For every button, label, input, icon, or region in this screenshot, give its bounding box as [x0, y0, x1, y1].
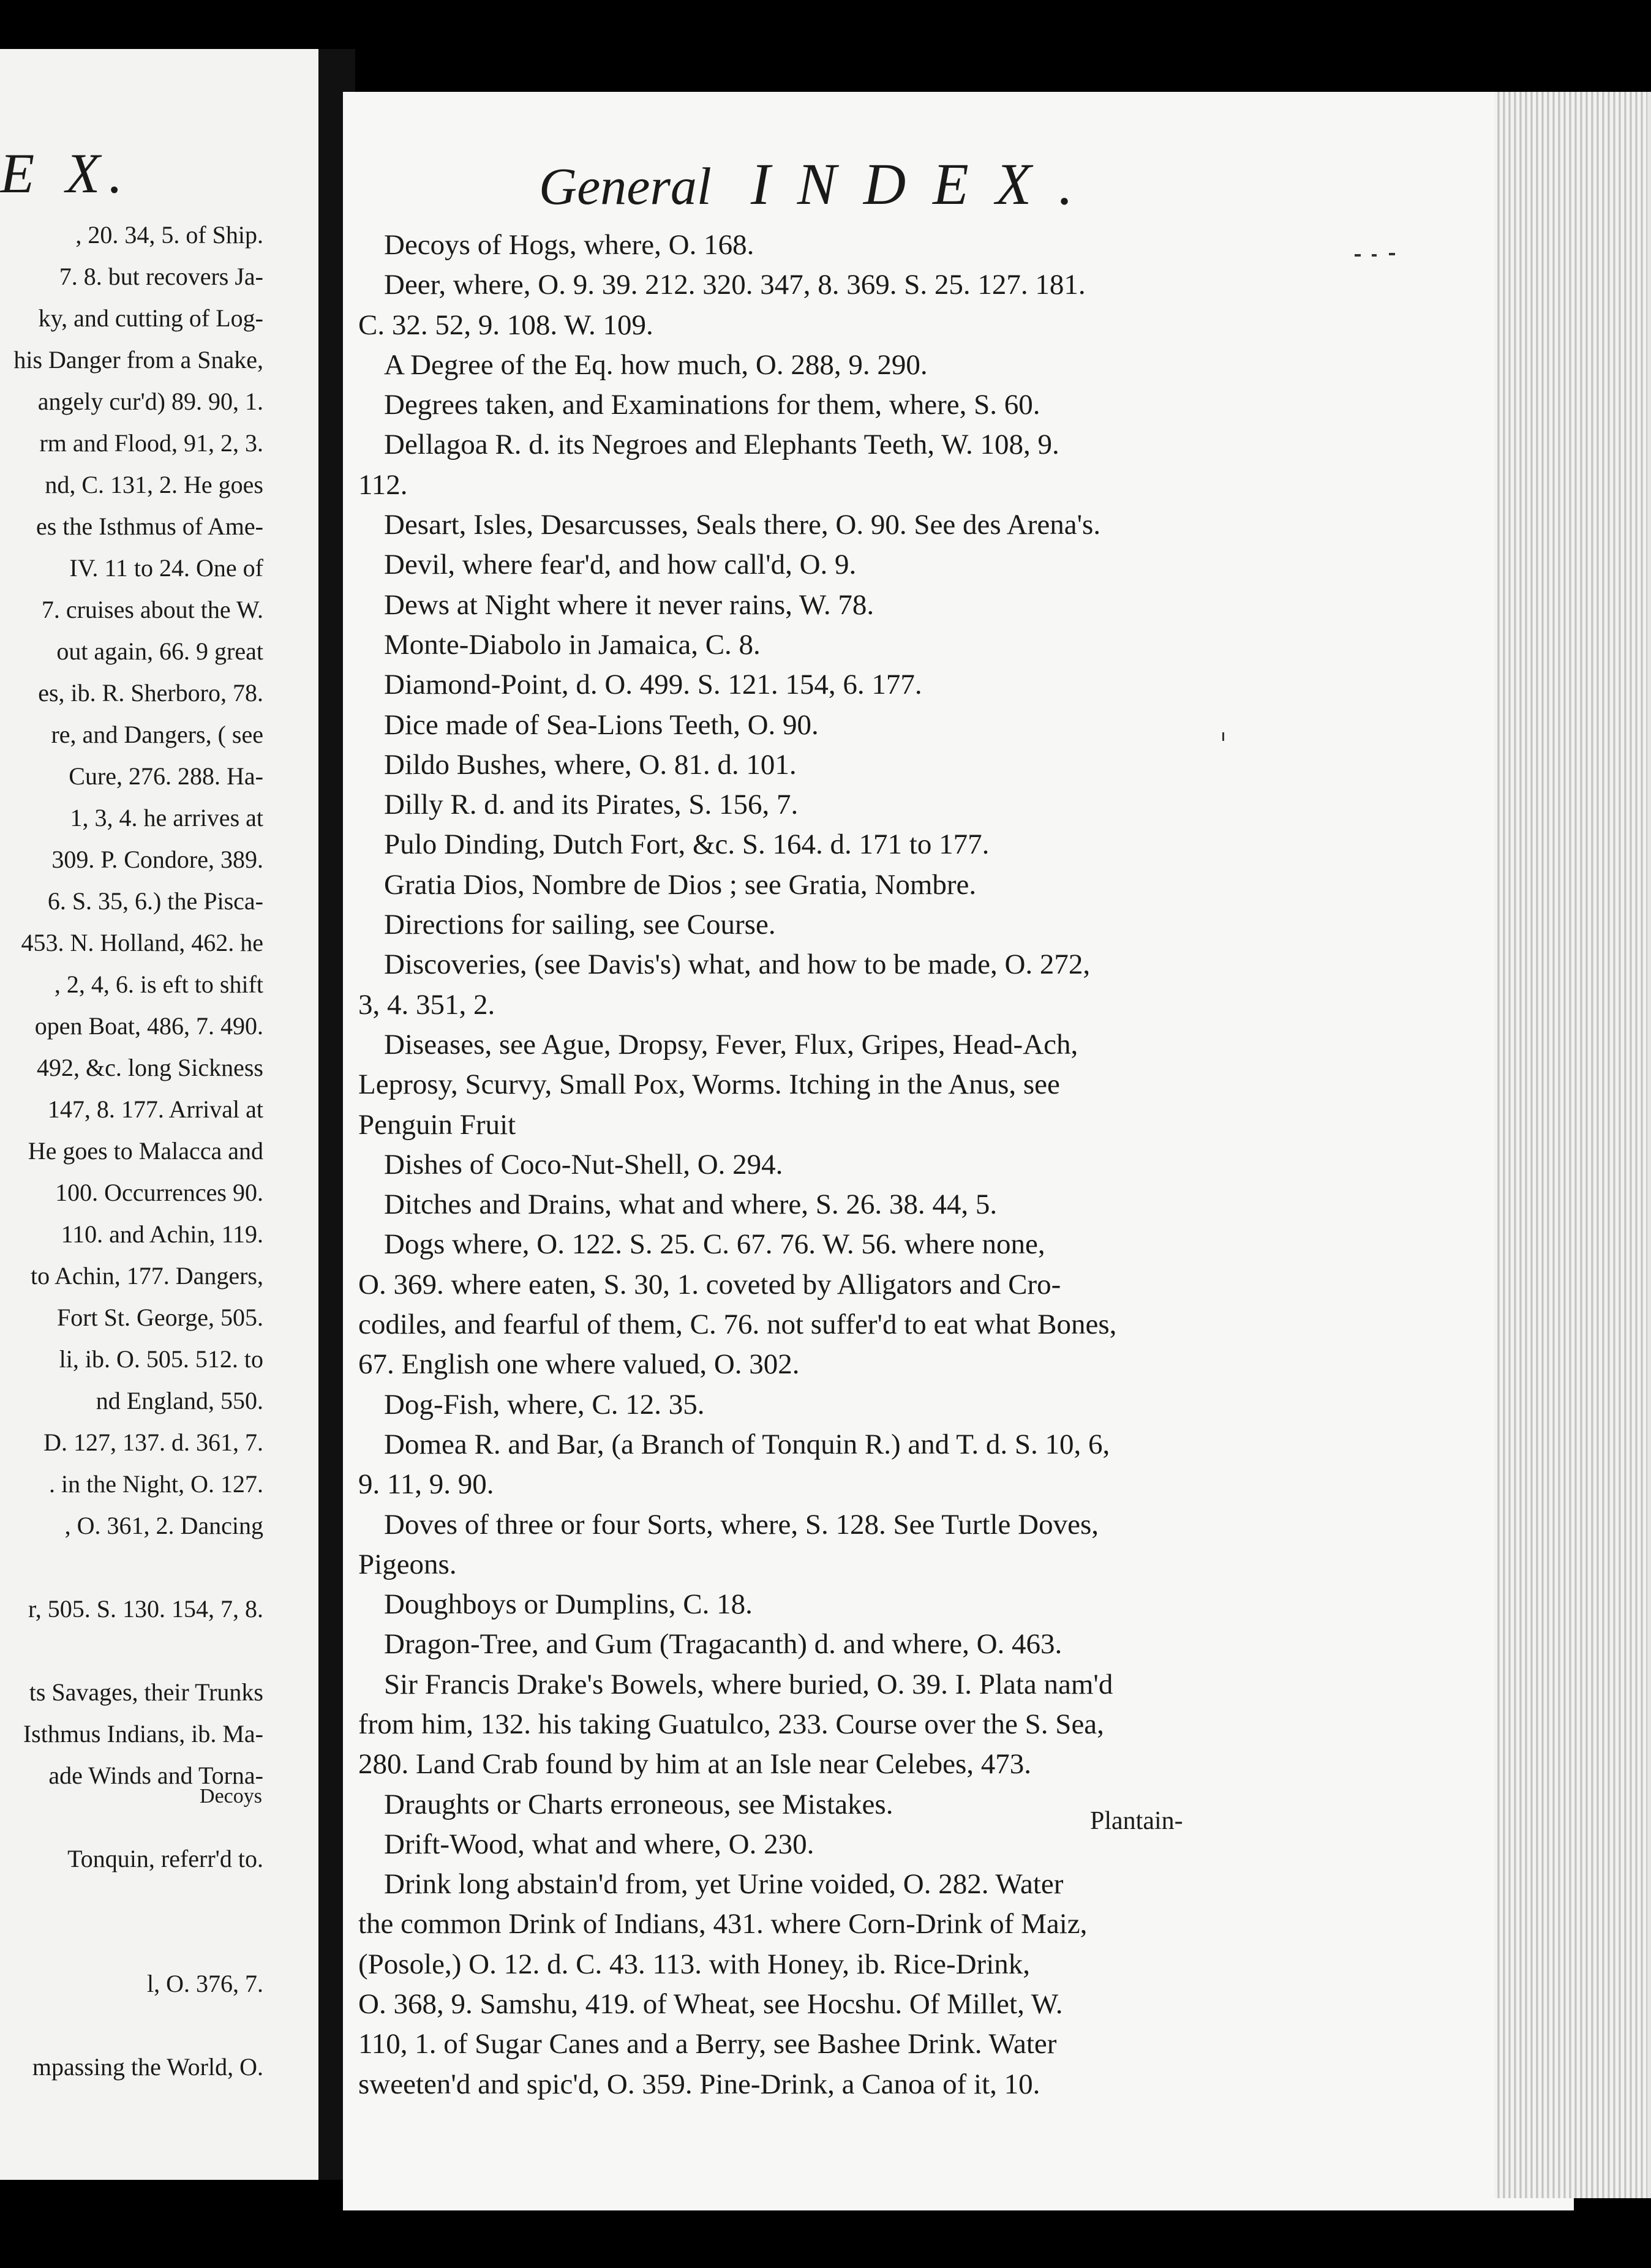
left-text-line: 453. N. Holland, 462. he — [21, 929, 263, 956]
left-text-line: Isthmus Indians, ib. Ma- — [23, 1720, 263, 1748]
left-text-line: 110. and Achin, 119. — [61, 1220, 263, 1248]
left-text-line: r, 505. S. 130. 154, 7, 8. — [28, 1595, 263, 1623]
index-entry-line: Doves of three or four Sorts, where, S. 128. See Turtle Doves, — [384, 1508, 1099, 1541]
index-entry-line: codiles, and fearful of them, C. 76. not suffer'd to eat what Bones, — [358, 1309, 1117, 1341]
left-text-line: D. 127, 137. d. 361, 7. — [43, 1429, 263, 1456]
left-text-line — [0, 2005, 263, 2046]
left-text-line: out again, 66. 9 great — [56, 637, 263, 665]
index-entry-line: Dildo Bushes, where, O. 81. d. 101. — [384, 748, 797, 781]
index-entry-line: Monte-Diabolo in Jamaica, C. 8. — [384, 628, 761, 661]
left-text-line: mpassing the World, O. — [32, 2053, 263, 2081]
index-entry-line: Penguin Fruit — [358, 1108, 516, 1141]
left-text-line: , 20. 34, 5. of Ship. — [75, 221, 263, 249]
index-entry-line: 3, 4. 351, 2. — [358, 988, 495, 1021]
left-text-line: ts Savages, their Trunks — [29, 1678, 263, 1706]
index-entry-line: A Degree of the Eq. how much, O. 288, 9. 290. — [384, 348, 928, 381]
left-text-line: ky, and cutting of Log- — [38, 304, 263, 332]
index-entry-line: 280. Land Crab found by him at an Isle near Celebes, 473. — [358, 1748, 1031, 1781]
index-entry-line: Desart, Isles, Desarcusses, Seals there, O. 90. See des Arena's. — [384, 509, 1101, 541]
left-text-line — [0, 1921, 263, 1963]
left-text-line — [0, 1630, 263, 1672]
index-entry-line: C. 32. 52, 9. 108. W. 109. — [358, 309, 653, 341]
left-text-line: , 2, 4, 6. is eft to shift — [54, 971, 263, 998]
index-entry-line: O. 369. where eaten, S. 30, 1. coveted by Alligators and Cro- — [358, 1268, 1061, 1301]
catchword: Plantain- — [1090, 1807, 1183, 1835]
left-text-line: angely cur'd) 89. 90, 1. — [37, 388, 263, 415]
header-title-italic: General — [539, 157, 712, 216]
index-entry-line: Drink long abstain'd from, yet Urine voided, O. 282. Water — [384, 1868, 1064, 1901]
index-entry-line: Drift-Wood, what and where, O. 230. — [384, 1828, 814, 1860]
index-entry-line: Devil, where fear'd, and how call'd, O. 9. — [384, 549, 857, 581]
index-entry-line: Discoveries, (see Davis's) what, and how to be made, O. 272, — [384, 948, 1091, 981]
left-text-line: Fort St. George, 505. — [56, 1304, 263, 1331]
left-catchword: Decoys — [200, 1785, 262, 1808]
left-text-line — [0, 1547, 263, 1588]
index-entry-line: Dishes of Coco-Nut-Shell, O. 294. — [384, 1148, 783, 1181]
left-text-line: , O. 361, 2. Dancing — [64, 1512, 263, 1539]
left-text-line: nd England, 550. — [96, 1387, 263, 1414]
left-text-line: ade Winds and Torna- — [48, 1762, 263, 1789]
index-entry-line: Draughts or Charts erroneous, see Mistakes. — [384, 1788, 893, 1820]
index-entry-line: Pigeons. — [358, 1548, 457, 1580]
index-entry-line: Sir Francis Drake's Bowels, where buried, O. 39. I. Plata nam'd — [384, 1668, 1113, 1700]
left-text-line: 1, 3, 4. he arrives at — [70, 804, 263, 832]
index-entry-line: 67. English one where valued, O. 302. — [358, 1348, 800, 1381]
left-text-line: 6. S. 35, 6.) the Pisca- — [47, 887, 263, 915]
index-entry-line: Dog-Fish, where, C. 12. 35. — [384, 1388, 705, 1421]
left-text-line: He goes to Malacca and — [28, 1137, 263, 1165]
left-text-line: . in the Night, O. 127. — [49, 1470, 263, 1498]
left-text-line: li, ib. O. 505. 512. to — [59, 1345, 263, 1373]
left-heading-text: E X. — [0, 142, 132, 205]
left-text-line: es the Isthmus of Ame- — [36, 513, 263, 540]
index-entry-line: Deer, where, O. 9. 39. 212. 320. 347, 8. 369. S. 25. 127. 181. — [384, 269, 1086, 301]
index-entry-line: Dragon-Tree, and Gum (Tragacanth) d. and where, O. 463. — [384, 1628, 1062, 1661]
left-text-line: 492, &c. long Sickness — [37, 1054, 263, 1081]
left-text-line — [0, 1880, 263, 1921]
left-text-line: l, O. 376, 7. — [147, 1970, 263, 1997]
index-entry-line: Domea R. and Bar, (a Branch of Tonquin R.) and T. d. S. 10, 6, — [384, 1428, 1110, 1460]
index-entry-line: the common Drink of Indians, 431. where Corn-Drink of Maiz, — [358, 1908, 1088, 1940]
index-entry-line: Directions for sailing, see Course. — [384, 909, 776, 941]
index-entry-line: Dilly R. d. and its Pirates, S. 156, 7. — [384, 789, 799, 821]
ink-speck — [1355, 254, 1361, 257]
index-entry-line: Diamond-Point, d. O. 499. S. 121. 154, 6. 177. — [384, 669, 922, 701]
left-text-line: re, and Dangers, ( see — [51, 721, 263, 748]
left-text-line: IV. 11 to 24. One of — [69, 554, 263, 582]
index-entry-line: O. 368, 9. Samshu, 419. of Wheat, see Hocshu. Of Millet, W. — [358, 1988, 1063, 2021]
ink-speck — [1222, 732, 1224, 741]
left-text-line: to Achin, 177. Dangers, — [31, 1262, 263, 1290]
index-entry-line: Leprosy, Scurvy, Small Pox, Worms. Itching in the Anus, see — [358, 1068, 1060, 1101]
index-entry-line: from him, 132. his taking Guatulco, 233. Course over the S. Sea, — [358, 1708, 1104, 1740]
left-text-line: es, ib. R. Sherboro, 78. — [38, 679, 263, 707]
ink-speck — [1372, 254, 1377, 257]
index-entry-line: (Posole,) O. 12. d. C. 43. 113. with Honey, ib. Rice-Drink, — [358, 1948, 1030, 1980]
index-entry-line: Ditches and Drains, what and where, S. 26. 38. 44, 5. — [384, 1188, 998, 1221]
left-text-line: 147, 8. 177. Arrival at — [47, 1095, 263, 1123]
left-text-line: his Danger from a Snake, — [13, 346, 263, 374]
index-entry-line: Diseases, see Ague, Dropsy, Fever, Flux, Gripes, Head-Ach, — [384, 1028, 1078, 1061]
left-text-line: open Boat, 486, 7. 490. — [34, 1012, 263, 1040]
index-entry-line: 110, 1. of Sugar Canes and a Berry, see Bashee Drink. Water — [358, 2028, 1057, 2060]
index-entry-line: Dice made of Sea-Lions Teeth, O. 90. — [384, 708, 819, 741]
index-entry-line: Decoys of Hogs, where, O. 168. — [384, 229, 754, 261]
index-entry-line: 9. 11, 9. 90. — [358, 1468, 494, 1501]
ink-speck — [1389, 253, 1395, 255]
header-title-caps: INDEX. — [750, 151, 1100, 217]
index-entry-line: Degrees taken, and Examinations for them, where, S. 60. — [384, 389, 1040, 421]
index-entry-line: Dews at Night where it never rains, W. 78. — [384, 588, 874, 621]
left-text-line: Tonquin, referr'd to. — [67, 1845, 263, 1872]
index-entry-line: 112. — [358, 468, 408, 501]
page-header — [539, 150, 1100, 218]
left-text-line: 309. P. Condore, 389. — [51, 846, 263, 873]
left-text-line: rm and Flood, 91, 2, 3. — [39, 429, 263, 457]
index-entry-line: Doughboys or Dumplins, C. 18. — [384, 1588, 753, 1621]
index-entry-line: Pulo Dinding, Dutch Fort, &c. S. 164. d. 171 to 177. — [384, 828, 990, 861]
left-text-line: 7. cruises about the W. — [41, 596, 263, 623]
left-page — [0, 49, 322, 2180]
index-entry-line: sweeten'd and spic'd, O. 359. Pine-Drink, a Canoa of it, 10. — [358, 2068, 1040, 2100]
left-text-line: 100. Occurrences 90. — [55, 1179, 263, 1206]
index-entry-line: Dellagoa R. d. its Negroes and Elephants Teeth, W. 108, 9. — [384, 429, 1059, 461]
left-text-line: nd, C. 131, 2. He goes — [45, 471, 263, 498]
index-entry-line: Dogs where, O. 122. S. 25. C. 67. 76. W. 56. where none, — [384, 1228, 1045, 1261]
index-entry-line: Gratia Dios, Nombre de Dios ; see Gratia, Nombre. — [384, 868, 977, 901]
page-edges — [1494, 92, 1651, 2198]
left-text-line: Cure, 276. 288. Ha- — [69, 762, 263, 790]
left-text-line: 7. 8. but recovers Ja- — [59, 263, 263, 290]
